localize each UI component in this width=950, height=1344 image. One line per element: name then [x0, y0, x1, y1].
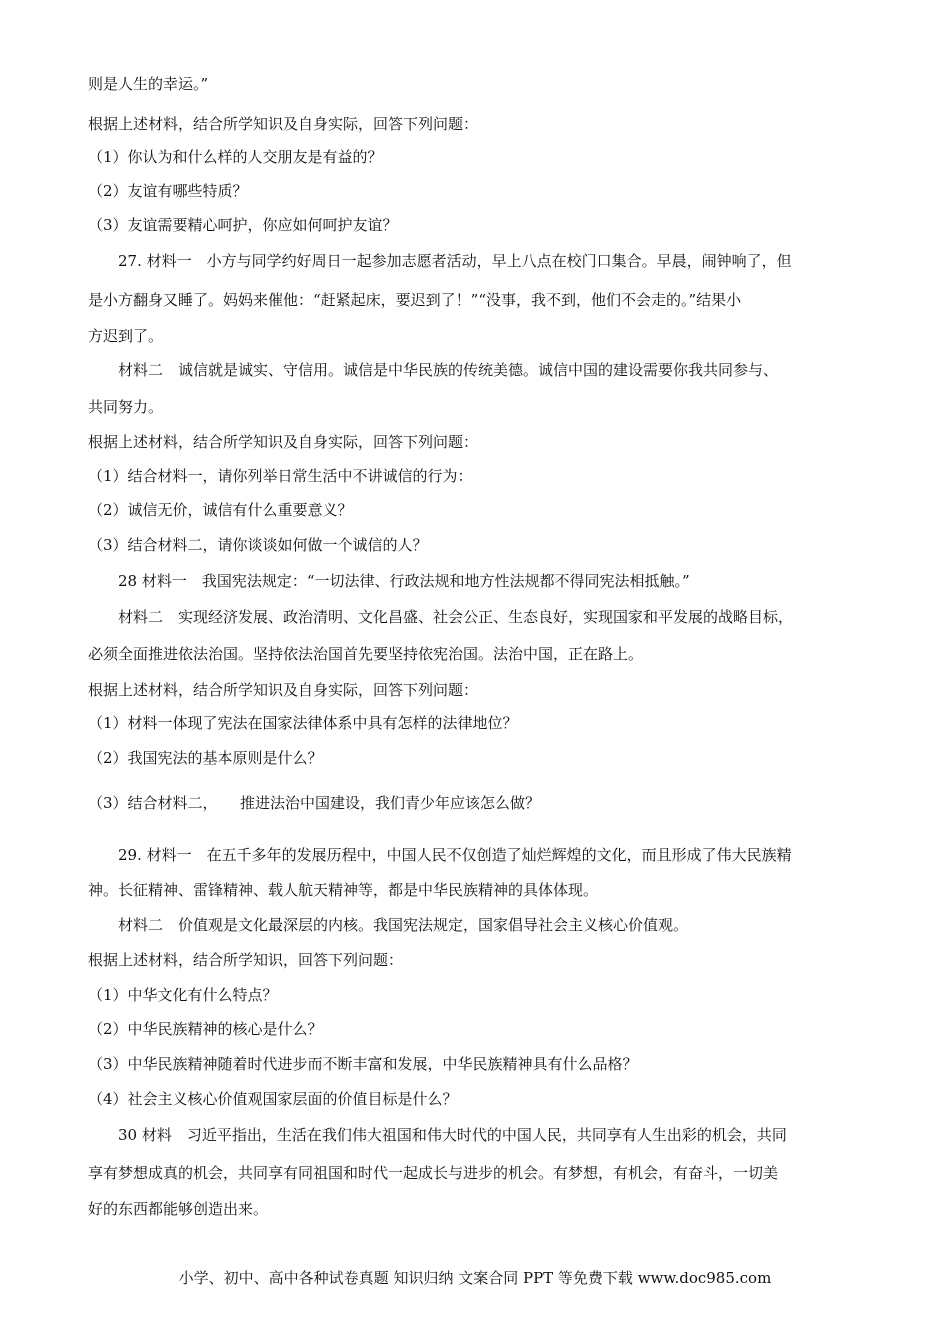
material-line: 材料二 诚信就是诚实、守信用。诚信是中华民族的传统美德。诚信中国的建设需要你我共同参与、 — [118, 361, 779, 379]
question-line: （4）社会主义核心价值观国家层面的价值目标是什么？ — [88, 1090, 458, 1108]
instruction-line: 根据上述材料，结合所学知识及自身实际，回答下列问题： — [88, 433, 479, 451]
material-line: 神。长征精神、雷锋精神、载人航天精神等，都是中华民族精神的具体体现。 — [88, 881, 599, 899]
question-line: （2）我国宪法的基本原则是什么？ — [88, 749, 323, 767]
material-line: 材料二 实现经济发展、政治清明、文化昌盛、社会公正、生态良好，实现国家和平发展的战略目标， — [118, 608, 794, 626]
question-line: （3）结合材料二，请你谈谈如何做一个诚信的人？ — [88, 536, 428, 554]
question-line: （3）结合材料二， 推进法治中国建设，我们青少年应该怎么做？ — [88, 794, 541, 812]
question-line: （2）中华民族精神的核心是什么？ — [88, 1020, 323, 1038]
material-line: 方迟到了。 — [88, 327, 164, 345]
question-line: （1）你认为和什么样的人交朋友是有益的？ — [88, 148, 383, 166]
material-line: 共同努力。 — [88, 398, 164, 416]
question-line: （1）材料一体现了宪法在国家法律体系中具有怎样的法律地位？ — [88, 714, 518, 732]
material-line: 材料二 价值观是文化最深层的内核。我国宪法规定，国家倡导社会主义核心价值观。 — [118, 916, 689, 934]
material-line: 享有梦想成真的机会，共同享有同祖国和时代一起成长与进步的机会。有梦想，有机会，有奋斗，一切美 — [88, 1164, 779, 1182]
material-line: 27. 材料一 小方与同学约好周日一起参加志愿者活动，早上八点在校门口集合。早晨，闹钟响了，但 — [118, 252, 792, 270]
material-line: 必须全面推进依法治国。坚持依法治国首先要坚持依宪治国。法治中国，正在路上。 — [88, 645, 644, 663]
material-line: 30 材料 习近平指出，生活在我们伟大祖国和伟大时代的中国人民，共同享有人生出彩的机会，共同 — [118, 1126, 787, 1144]
question-line: （1）中华文化有什么特点？ — [88, 986, 278, 1004]
instruction-line: 根据上述材料，结合所学知识及自身实际，回答下列问题： — [88, 115, 479, 133]
instruction-line: 根据上述材料，结合所学知识，回答下列问题： — [88, 951, 404, 969]
instruction-line: 根据上述材料，结合所学知识及自身实际，回答下列问题： — [88, 681, 479, 699]
text-line: 则是人生的幸运。” — [88, 75, 209, 93]
material-line: 是小方翻身又睡了。妈妈来催他：“赶紧起床，要迟到了！”“没事，我不到，他们不会走的。”结果小 — [88, 291, 742, 309]
question-line: （2）诚信无价，诚信有什么重要意义？ — [88, 501, 353, 519]
question-line: （2）友谊有哪些特质？ — [88, 182, 248, 200]
page-footer: 小学、初中、高中各种试卷真题 知识归纳 文案合同 PPT 等免费下载 www.doc985.com — [178, 1269, 772, 1287]
material-line: 28 材料一 我国宪法规定：“一切法律、行政法规和地方性法规都不得同宪法相抵触。” — [118, 572, 690, 590]
question-line: （1）结合材料一，请你列举日常生活中不讲诚信的行为： — [88, 467, 473, 485]
material-line: 好的东西都能够创造出来。 — [88, 1200, 269, 1218]
question-line: （3）友谊需要精心呵护，你应如何呵护友谊？ — [88, 216, 398, 234]
material-line: 29. 材料一 在五千多年的发展历程中，中国人民不仅创造了灿烂辉煌的文化，而且形成了伟大民族精 — [118, 846, 792, 864]
question-line: （3）中华民族精神随着时代进步而不断丰富和发展，中华民族精神具有什么品格？ — [88, 1055, 638, 1073]
